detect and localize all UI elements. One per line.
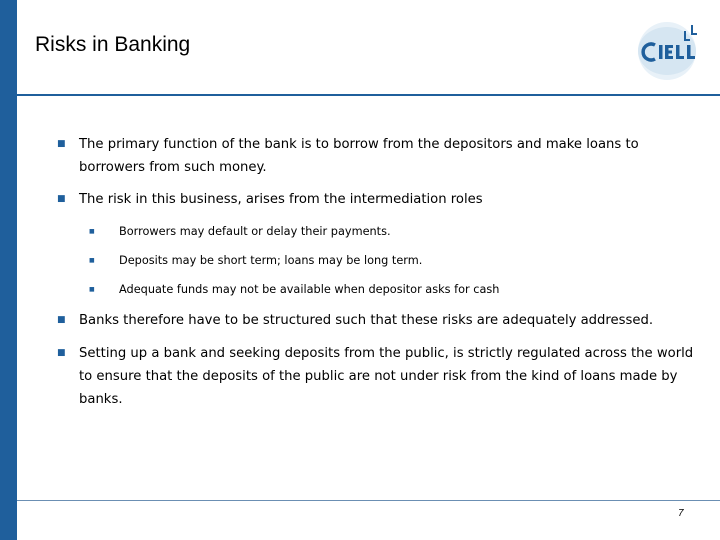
- square-bullet-icon: ■: [89, 228, 95, 235]
- sub-bullet-item: [57, 224, 697, 240]
- bullet-item: [57, 342, 697, 411]
- bullet-item: [57, 309, 697, 332]
- slide-content: [57, 133, 697, 411]
- bullet-text: Setting up a bank and seeking deposits from the public, is strictly regulated across the world to ensure that the deposits of the public are not under risk from the kind of loans made by banks.: [79, 346, 694, 407]
- bullet-text: The primary function of the bank is to borrow from the depositors and make loans to borrowers from such money.: [79, 137, 639, 175]
- bullet-text: Banks therefore have to be structured such that these risks are adequately addressed.: [79, 313, 654, 328]
- square-bullet-icon: ■: [57, 315, 66, 325]
- slide-title: Risks in Banking: [35, 33, 191, 56]
- square-bullet-icon: ■: [57, 194, 66, 204]
- square-bullet-icon: ■: [89, 257, 95, 264]
- sub-bullet-text: Borrowers may default or delay their payments.: [119, 225, 391, 238]
- bullet-item: [57, 133, 697, 179]
- bullet-text: The risk in this business, arises from the intermediation roles: [79, 192, 483, 207]
- footer-divider: [17, 500, 720, 501]
- square-bullet-icon: ■: [57, 139, 66, 149]
- sub-bullet-text: Deposits may be short term; loans may be long term.: [119, 254, 423, 267]
- sub-bullet-item: [57, 282, 697, 298]
- ciel-logo: [630, 13, 705, 83]
- bullet-item: [57, 188, 697, 211]
- sub-bullet-text: Adequate funds may not be available when depositor asks for cash: [119, 283, 500, 296]
- header-divider: [17, 94, 720, 96]
- square-bullet-icon: ■: [89, 286, 95, 293]
- sub-bullet-item: [57, 253, 697, 269]
- page-number: 7: [678, 508, 684, 519]
- left-accent-bar: [0, 0, 17, 540]
- square-bullet-icon: ■: [57, 348, 66, 358]
